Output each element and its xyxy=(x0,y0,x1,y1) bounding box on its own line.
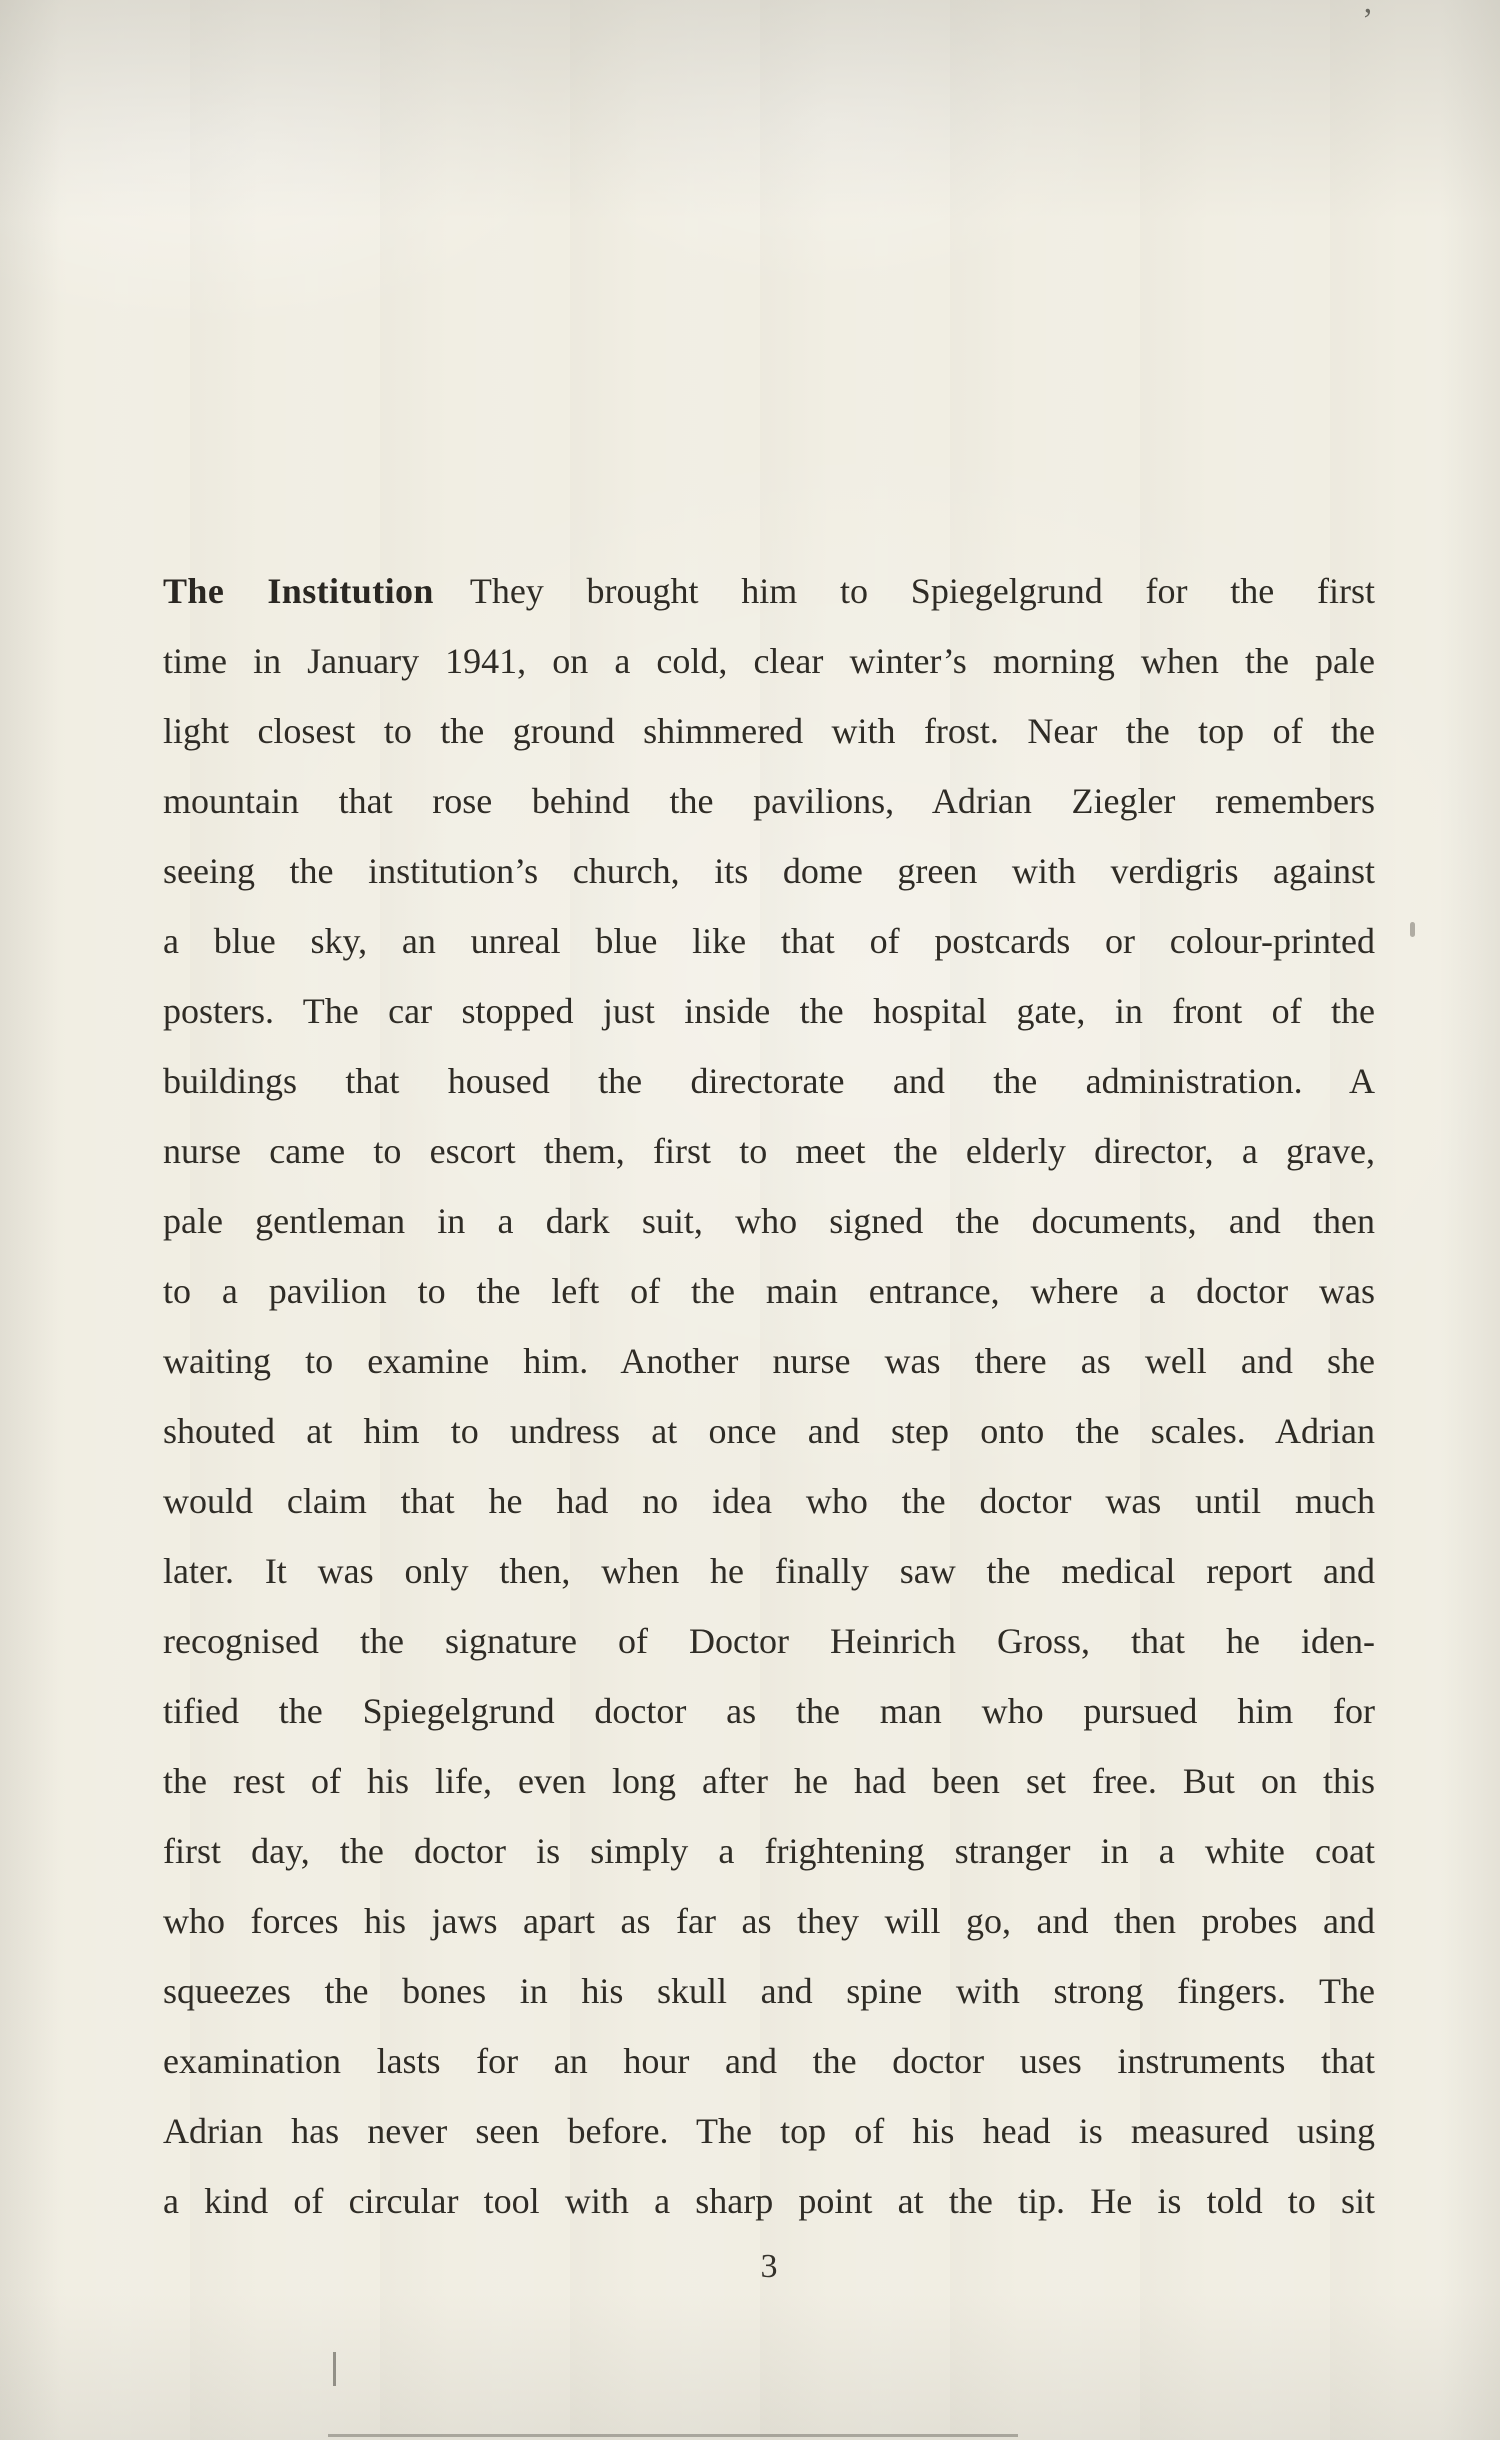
page-number: 3 xyxy=(760,2248,778,2285)
text-line: examination lasts for an hour and the doctor uses instruments that xyxy=(163,2041,1375,2081)
text-line: would claim that he had no idea who the doctor was until much xyxy=(163,1481,1375,1521)
text-block xyxy=(163,556,1375,2236)
scan-artifact xyxy=(1410,922,1415,937)
text-line: who forces his jaws apart as far as they will go, and then probes and xyxy=(163,1901,1375,1941)
text-line: a kind of circular tool with a sharp point at the tip. He is told to sit xyxy=(163,2181,1375,2221)
text-line: mountain that rose behind the pavilions, Adrian Ziegler remembers xyxy=(163,781,1375,821)
scan-artifact: ’ xyxy=(1362,2,1374,39)
text-line: later. It was only then, when he finally saw the medical report and xyxy=(163,1551,1375,1591)
text-line: recognised the signature of Doctor Heinrich Gross, that he iden- xyxy=(163,1621,1375,1661)
text-line: waiting to examine him. Another nurse was there as well and she xyxy=(163,1341,1375,1381)
text-line: tified the Spiegelgrund doctor as the man who pursued him for xyxy=(163,1691,1375,1731)
text-line: buildings that housed the directorate and the administration. A xyxy=(163,1061,1375,1101)
scan-artifact xyxy=(328,2434,1018,2437)
text-line: pale gentleman in a dark suit, who signed the documents, and then xyxy=(163,1201,1375,1241)
section-heading: The Institution xyxy=(163,571,434,611)
line-text: They brought him to Spiegelgrund for the first xyxy=(469,571,1375,611)
text-line: shouted at him to undress at once and step onto the scales. Adrian xyxy=(163,1411,1375,1451)
text-line: time in January 1941, on a cold, clear winter’s morning when the pale xyxy=(163,641,1375,681)
text-line xyxy=(163,556,1375,626)
scan-artifact xyxy=(333,2352,336,2386)
text-line: seeing the institution’s church, its dome green with verdigris against xyxy=(163,851,1375,891)
text-line: Adrian has never seen before. The top of his head is measured using xyxy=(163,2111,1375,2151)
text-line: the rest of his life, even long after he had been set free. But on this xyxy=(163,1761,1375,1801)
text-line: a blue sky, an unreal blue like that of postcards or colour-printed xyxy=(163,921,1375,961)
text-line: to a pavilion to the left of the main entrance, where a doctor was xyxy=(163,1271,1375,1311)
text-line: squeezes the bones in his skull and spine with strong fingers. The xyxy=(163,1971,1375,2011)
text-line: light closest to the ground shimmered with frost. Near the top of the xyxy=(163,711,1375,751)
text-line: first day, the doctor is simply a frightening stranger in a white coat xyxy=(163,1831,1375,1871)
text-line: nurse came to escort them, first to meet the elderly director, a grave, xyxy=(163,1131,1375,1171)
text-line: posters. The car stopped just inside the hospital gate, in front of the xyxy=(163,991,1375,1031)
